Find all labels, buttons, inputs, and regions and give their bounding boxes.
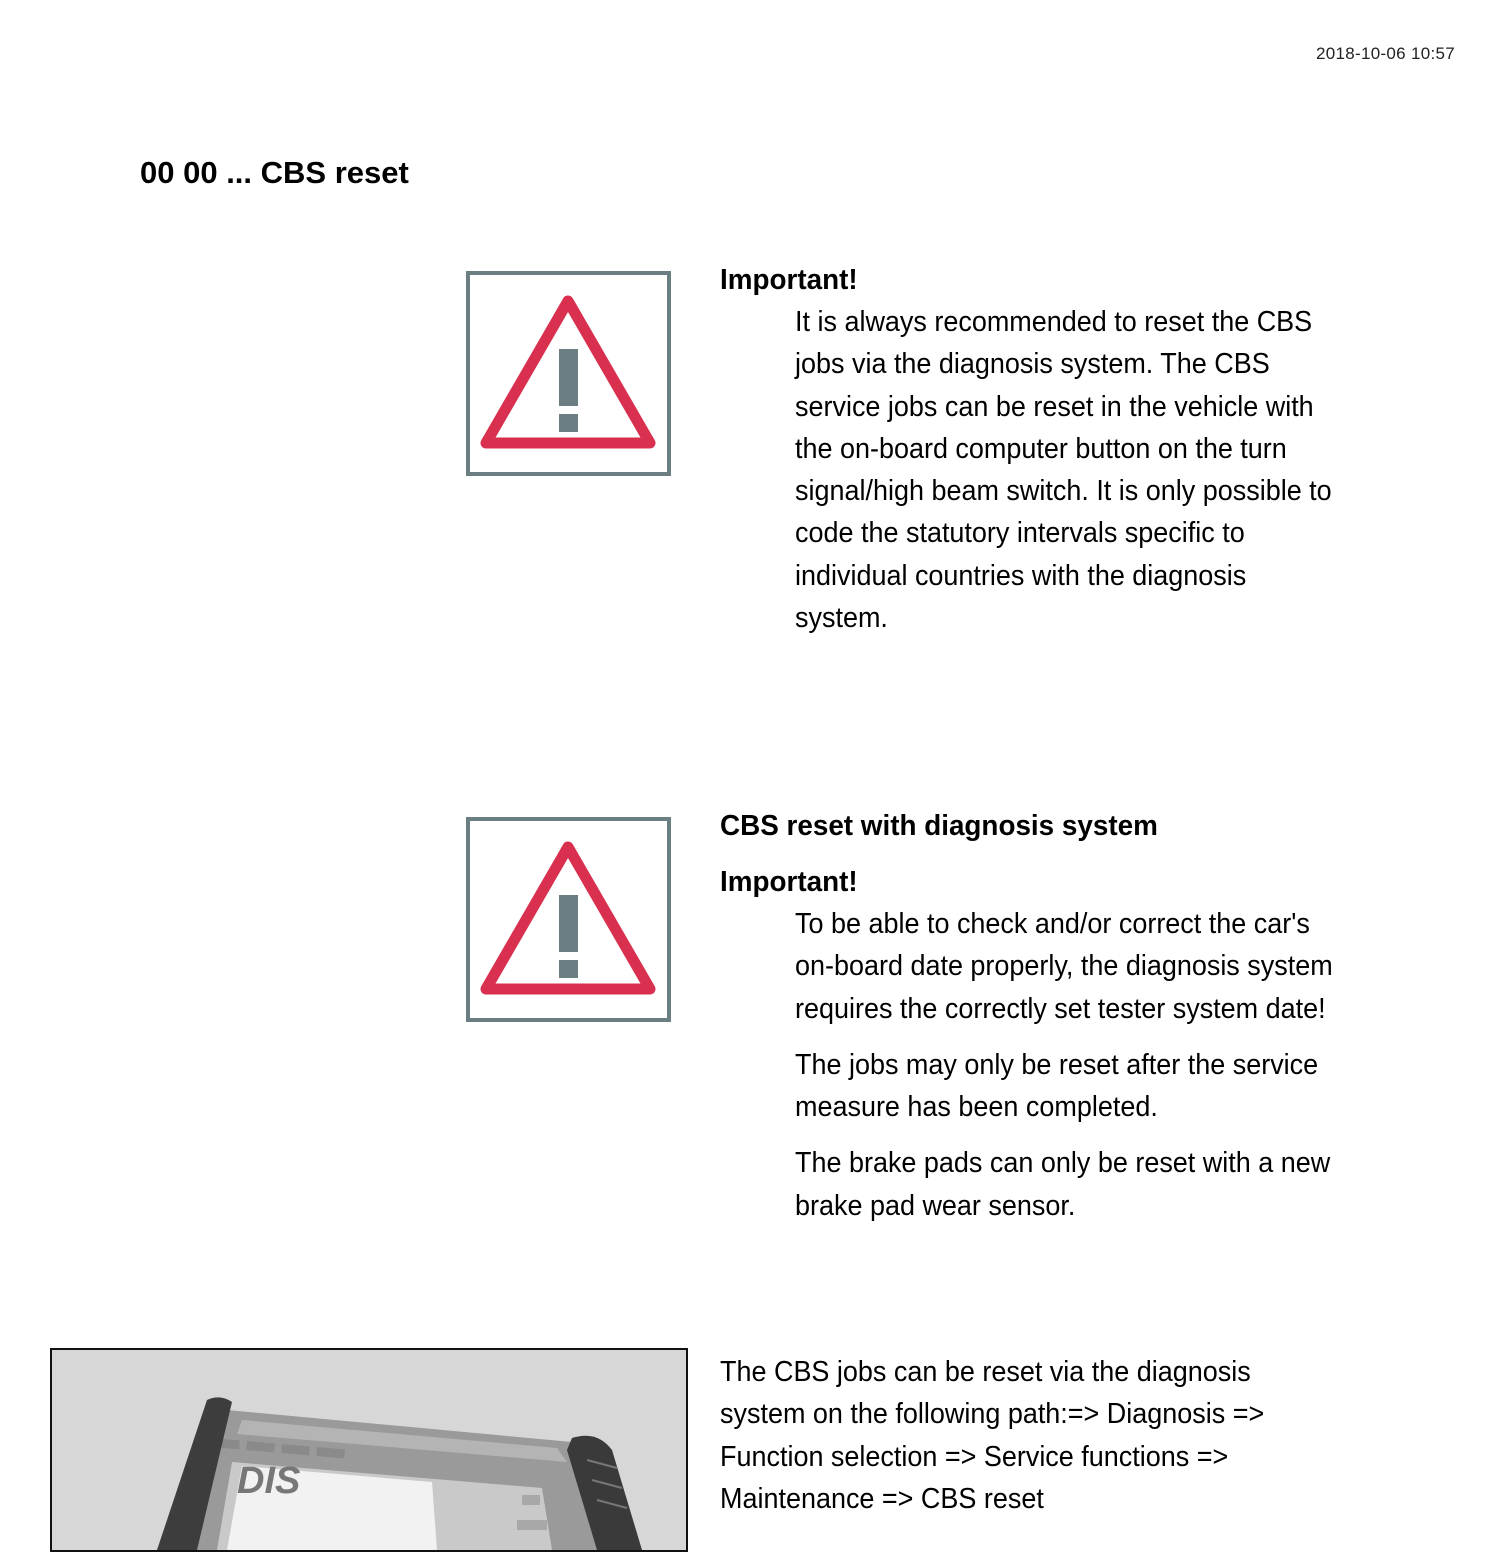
note-line: jobs via the diagnosis system. The CBS <box>795 348 1270 381</box>
path-line: Function selection => Service functions => <box>720 1440 1229 1473</box>
note-body <box>795 301 1485 639</box>
path-line: system on the following path:=> Diagnosis => <box>720 1398 1265 1431</box>
dis-label: DIS <box>237 1460 301 1502</box>
note-line: on-board date properly, the diagnosis system <box>795 950 1333 983</box>
note-line: individual countries with the diagnosis <box>795 559 1247 592</box>
note-line: The brake pads can only be reset with a new <box>795 1147 1331 1180</box>
note-line: system. <box>795 602 888 635</box>
note-line: To be able to check and/or correct the car's <box>795 908 1310 940</box>
important-note-1 <box>720 259 1460 639</box>
warning-triangle-icon <box>466 271 671 476</box>
note-line: signal/high beam switch. It is only possible to <box>795 475 1332 508</box>
note-line: the on-board computer button on the turn <box>795 432 1287 465</box>
note-heading: Important! <box>720 866 858 898</box>
diagnosis-tester-figure <box>50 1348 688 1552</box>
note-line: brake pad wear sensor. <box>795 1189 1076 1222</box>
warning-triangle-icon <box>466 817 671 1022</box>
timestamp: 2018-10-06 10:57 <box>1315 44 1455 63</box>
note-line: requires the correctly set tester system date! <box>795 992 1326 1025</box>
diagnosis-path-text <box>720 1351 1460 1520</box>
note-heading: Important! <box>720 264 858 296</box>
note-line: code the statutory intervals specific to <box>795 517 1245 550</box>
path-line: The CBS jobs can be reset via the diagnosis <box>720 1356 1251 1388</box>
page-title: 00 00 ... CBS reset <box>140 155 409 190</box>
path-line: Maintenance => CBS reset <box>720 1482 1044 1515</box>
note-line: measure has been completed. <box>795 1091 1158 1124</box>
note-line: It is always recommended to reset the CBS <box>795 306 1313 338</box>
section-heading: CBS reset with diagnosis system <box>720 810 1158 842</box>
note-line: service jobs can be reset in the vehicle with <box>795 390 1314 423</box>
diagnosis-section <box>720 805 1460 1227</box>
note-line: The jobs may only be reset after the service <box>795 1048 1319 1081</box>
note-body <box>795 903 1485 1227</box>
